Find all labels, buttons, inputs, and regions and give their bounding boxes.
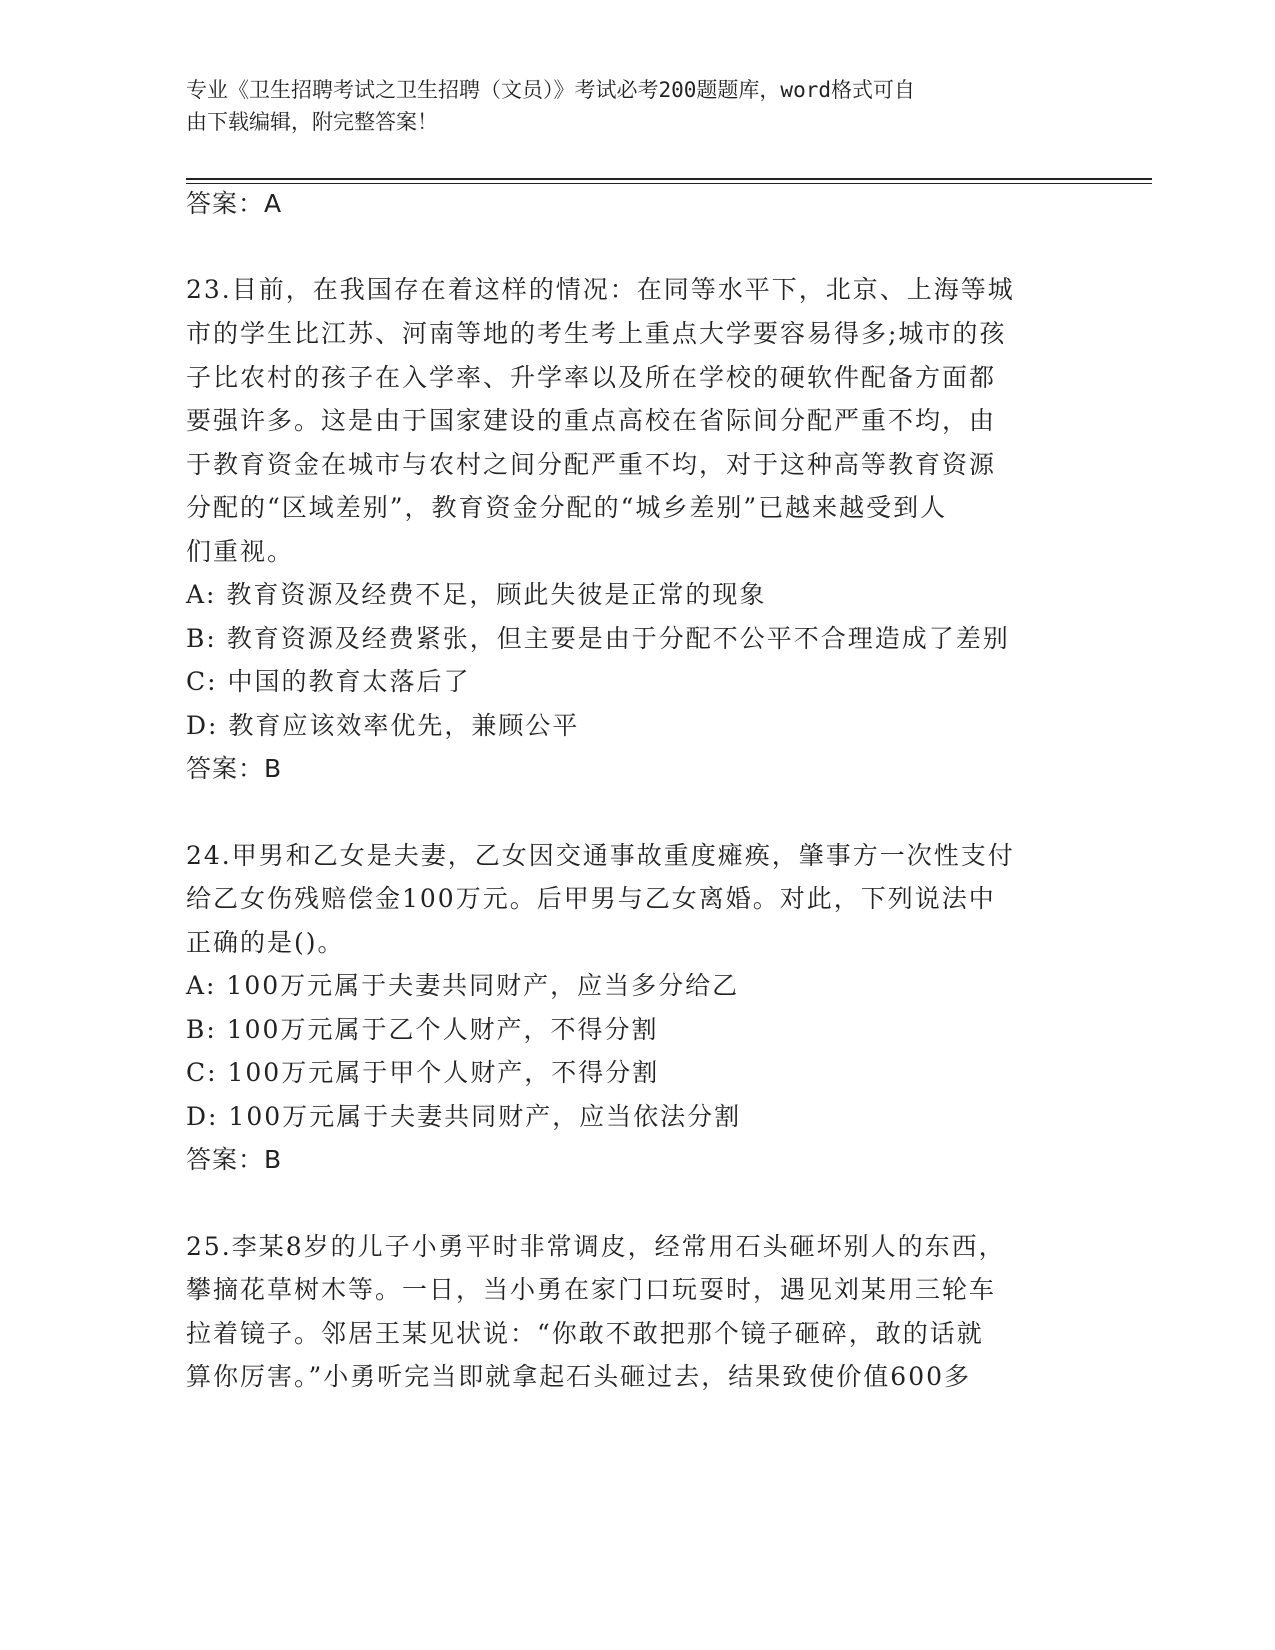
q23-option-b: B: 教育资源及经费紧张，但主要是由于分配不公平不合理造成了差别 [186, 624, 1010, 653]
q23-text-line: 23.目前，在我国存在着这样的情况：在同等水平下，北京、上海等城 [186, 275, 1015, 304]
header-line-2: 由下载编辑，附完整答案！ [186, 110, 438, 134]
q23-text-line: 分配的“区域差别”，教育资金分配的“城乡差别”已越来越受到人 [186, 493, 948, 522]
header-line-1: 专业《卫生招聘考试之卫生招聘（文员）》考试必考200题题库，word格式可自 [186, 78, 915, 102]
q23-option-c: C: 中国的教育太落后了 [186, 667, 471, 696]
q25-text-line: 拉着镜子。邻居王某见状说：“你敢不敢把那个镜子砸碎，敢的话就 [186, 1319, 984, 1348]
previous-answer: 答案：A [186, 189, 283, 218]
q23-option-a: A: 教育资源及经费不足，顾此失彼是正常的现象 [186, 580, 767, 609]
q23-text-line: 子比农村的孩子在入学率、升学率以及所在学校的硬软件配备方面都 [186, 363, 997, 392]
q23-option-d: D: 教育应该效率优先，兼顾公平 [186, 711, 580, 740]
q24-option-a: A: 100万元属于夫妻共同财产，应当多分给乙 [186, 971, 740, 1000]
q23-text-line: 于教育资金在城市与农村之间分配严重不均，对于这种高等教育资源 [186, 450, 997, 479]
q24-option-c: C: 100万元属于甲个人财产，不得分割 [186, 1058, 660, 1087]
q23-text-line: 们重视。 [186, 537, 295, 566]
q25-text-line: 算你厉害。”小勇听完当即就拿起石头砸过去，结果致使价值600多 [186, 1362, 972, 1391]
q23-answer: 答案：B [186, 754, 283, 783]
header-divider-thick [186, 178, 1152, 180]
q24-text-line: 给乙女伤残赔偿金100万元。后甲男与乙女离婚。对此，下列说法中 [186, 884, 996, 913]
q24-option-d: D: 100万元属于夫妻共同财产，应当依法分割 [186, 1102, 742, 1131]
q24-text-line: 正确的是()。 [186, 928, 345, 957]
document-header [186, 74, 1066, 138]
q23-text-line: 市的学生比江苏、河南等地的考生考上重点大学要容易得多;城市的孩 [186, 319, 1007, 348]
q23-text-line: 要强许多。这是由于国家建设的重点高校在省际间分配严重不均，由 [186, 406, 997, 435]
q24-text-line: 24.甲男和乙女是夫妻，乙女因交通事故重度瘫痪，肇事方一次性支付 [186, 841, 1015, 870]
q25-text-line: 攀摘花草树木等。一日，当小勇在家门口玩耍时，遇见刘某用三轮车 [186, 1275, 997, 1304]
q24-answer: 答案：B [186, 1145, 283, 1174]
q25-text-line: 25.李某8岁的儿子小勇平时非常调皮，经常用石头砸坏别人的东西， [186, 1232, 1006, 1261]
header-divider-thin [186, 183, 1152, 184]
q24-option-b: B: 100万元属于乙个人财产，不得分割 [186, 1015, 659, 1044]
